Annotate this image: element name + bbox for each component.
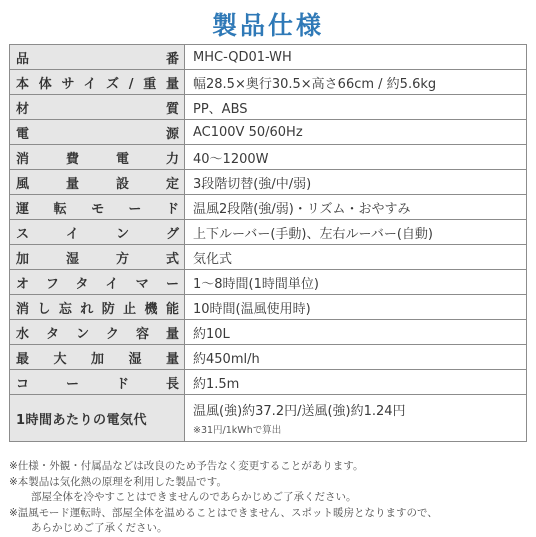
electricity-cost: 温風(強)約37.2円/送風(強)約1.24円 [193, 404, 406, 419]
spec-value [185, 395, 527, 442]
spec-row [10, 195, 527, 220]
spec-row [10, 245, 527, 270]
spec-value: 3段階切替(強/中/弱) [185, 170, 527, 195]
spec-row [10, 120, 527, 145]
spec-row [10, 295, 527, 320]
spec-value: MHC-QD01-WH [185, 45, 527, 70]
spec-value: AC100V 50/60Hz [185, 120, 527, 145]
spec-label: 風量設定 [10, 170, 185, 195]
spec-row [10, 45, 527, 70]
spec-row [10, 95, 527, 120]
spec-label: 消し忘れ防止機能 [10, 295, 185, 320]
spec-row [10, 220, 527, 245]
spec-label: 1時間あたりの電気代 [10, 395, 185, 442]
spec-value: 上下ルーバー(手動)、左右ルーバー(自動) [185, 220, 527, 245]
spec-label: 最大加湿量 [10, 345, 185, 370]
spec-row [10, 370, 527, 395]
spec-label: 加湿方式 [10, 245, 185, 270]
spec-label: 材質 [10, 95, 185, 120]
spec-label: 消費電力 [10, 145, 185, 170]
spec-label: 電源 [10, 120, 185, 145]
spec-row [10, 70, 527, 95]
spec-row [10, 270, 527, 295]
footnote: ※本製品は気化熱の原理を利用した製品です。 [9, 475, 227, 488]
footnote: 部屋全体を冷やすことはできませんのであらかじめご了承ください。 [31, 491, 357, 503]
spec-row [10, 145, 527, 170]
spec-value: 約450ml/h [185, 345, 527, 370]
spec-table [9, 44, 527, 442]
spec-label: 本体サイズ/重量 [10, 70, 185, 95]
spec-label: 運転モード [10, 195, 185, 220]
footnote: ※仕様・外観・付属品などは改良のため予告なく変更することがあります。 [9, 460, 364, 472]
spec-value: 1〜8時間(1時間単位) [185, 270, 527, 295]
spec-label: 品番 [10, 45, 185, 70]
spec-row-electricity [10, 395, 527, 442]
spec-label: スイング [10, 220, 185, 245]
spec-row [10, 170, 527, 195]
spec-value: 10時間(温風使用時) [185, 295, 527, 320]
spec-value: 気化式 [185, 245, 527, 270]
footnotes [9, 459, 529, 537]
spec-label: 水タンク容量 [10, 320, 185, 345]
spec-value: PP、ABS [185, 95, 527, 120]
spec-value: 約10L [185, 320, 527, 345]
electricity-note: ※31円/1kWhで算出 [193, 425, 282, 436]
spec-value: 約1.5m [185, 370, 527, 395]
spec-label: オフタイマー [10, 270, 185, 295]
footnote: ※温風モード運転時、部屋全体を温めることはできません、スポット暖房となりますので、 [9, 506, 438, 519]
spec-row [10, 320, 527, 345]
footnote: あらかじめご了承ください。 [31, 522, 168, 534]
spec-value: 幅28.5×奥行30.5×高さ66cm / 約5.6kg [185, 70, 527, 95]
page-title: 製品仕様 [211, 11, 324, 40]
spec-label: コード長 [10, 370, 185, 395]
spec-row [10, 345, 527, 370]
spec-value: 40〜1200W [185, 145, 527, 170]
spec-value: 温風2段階(強/弱)・リズム・おやすみ [185, 195, 527, 220]
